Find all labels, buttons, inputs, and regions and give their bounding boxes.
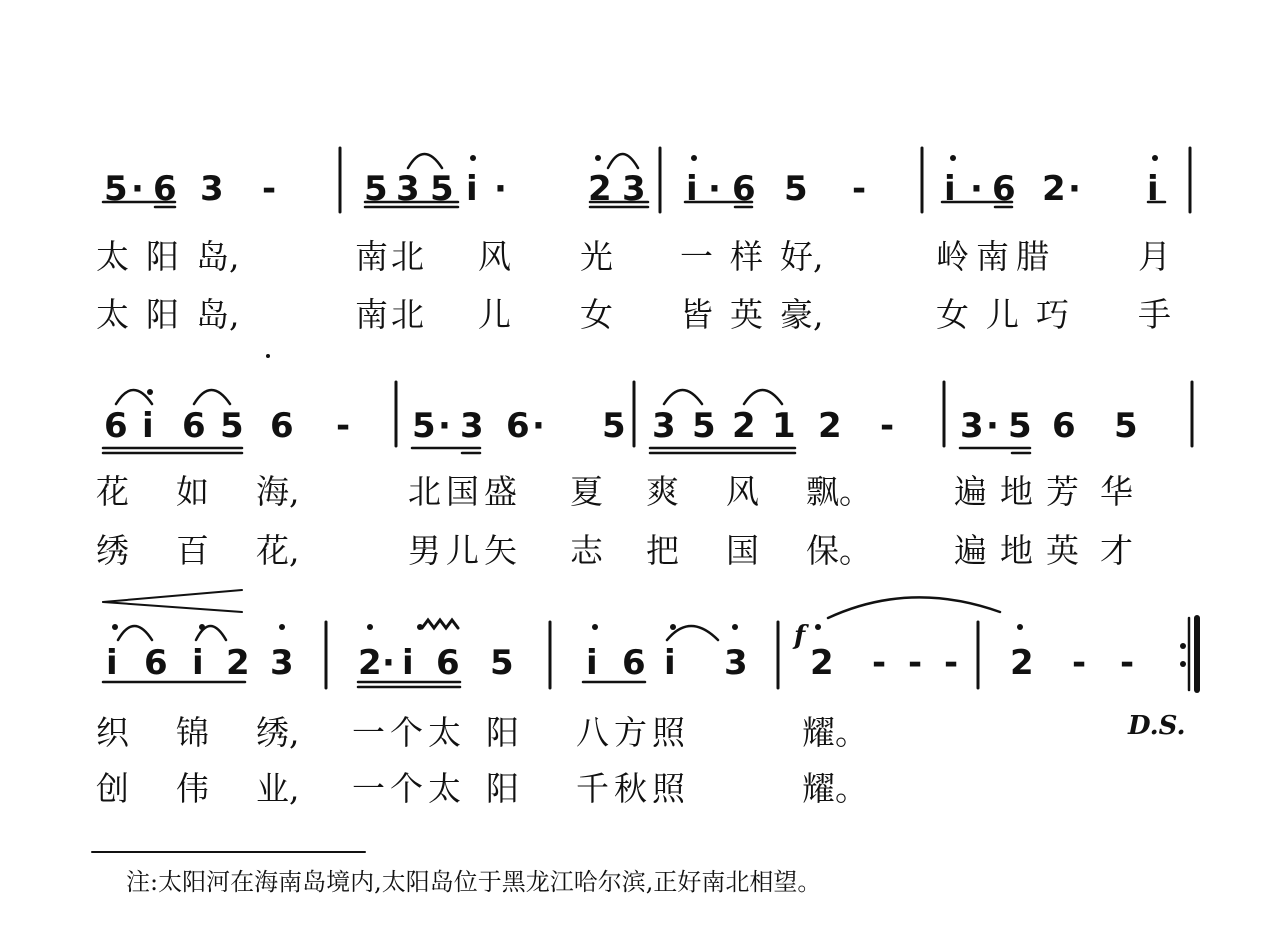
note: - bbox=[1072, 643, 1087, 683]
note: 1 bbox=[772, 406, 796, 446]
note: · bbox=[986, 406, 999, 446]
lyric: 把 bbox=[646, 531, 679, 570]
lyric: 腊 bbox=[1016, 237, 1049, 276]
lyric: 好, bbox=[780, 237, 824, 276]
lyric: 保。 bbox=[806, 531, 872, 570]
note: i bbox=[106, 643, 118, 683]
lyric: 创 bbox=[96, 769, 129, 808]
lyric: 地 bbox=[1000, 472, 1033, 511]
note: · bbox=[131, 169, 144, 209]
note: · bbox=[1068, 169, 1081, 209]
lyric: 海, bbox=[256, 472, 300, 511]
lyric: 百 bbox=[176, 531, 209, 570]
note: 5 bbox=[220, 406, 244, 446]
note: · bbox=[382, 643, 395, 683]
lyric: 巧 bbox=[1036, 295, 1069, 334]
lyric: 岛, bbox=[196, 295, 240, 334]
repeat-end-barline bbox=[1189, 618, 1197, 690]
note: i bbox=[466, 169, 478, 209]
note: 6 bbox=[436, 643, 460, 683]
notes-row-1 bbox=[104, 169, 1159, 209]
lyric: 绣 bbox=[96, 531, 129, 570]
lyric: 花, bbox=[256, 531, 300, 570]
lyric: 儿 bbox=[446, 531, 479, 570]
notes-row-3 bbox=[106, 643, 1134, 683]
note: 3 bbox=[652, 406, 676, 446]
lyric: 业, bbox=[256, 769, 300, 808]
lyric: 月 bbox=[1138, 237, 1171, 276]
lyric: 芳 bbox=[1046, 472, 1079, 511]
lyric: 阳 bbox=[146, 295, 179, 334]
lyric: 夏 bbox=[570, 472, 603, 511]
lyric: 绣, bbox=[256, 713, 300, 752]
note: i bbox=[1147, 169, 1159, 209]
lyric: 阳 bbox=[486, 713, 519, 752]
lyric: 锦 bbox=[176, 713, 209, 752]
note: 5 bbox=[364, 169, 388, 209]
lyric: 遍 bbox=[954, 531, 987, 570]
note: - bbox=[1120, 643, 1135, 683]
lyric: 一 bbox=[352, 769, 385, 808]
lyric: 男 bbox=[408, 531, 441, 570]
note: 5 bbox=[1008, 406, 1032, 446]
note: 5 bbox=[1114, 406, 1138, 446]
lyrics-row-3-verse-1 bbox=[96, 713, 868, 752]
lyric: 岭 bbox=[936, 237, 969, 276]
note: 6 bbox=[270, 406, 294, 446]
note: - bbox=[852, 169, 867, 209]
dal-segno-marking: D.S. bbox=[1128, 711, 1186, 741]
note: 2 bbox=[1010, 643, 1034, 683]
note: 5 bbox=[602, 406, 626, 446]
note: i bbox=[686, 169, 698, 209]
lyric: 太 bbox=[428, 769, 461, 808]
lyric: 南 bbox=[355, 237, 388, 276]
note: 6 bbox=[144, 643, 168, 683]
note: 3 bbox=[270, 643, 294, 683]
note: - bbox=[880, 406, 895, 446]
note: · bbox=[438, 406, 451, 446]
lyric: 女 bbox=[580, 295, 613, 334]
lyric: 千 bbox=[576, 769, 609, 808]
lyric: 才 bbox=[1100, 531, 1133, 570]
note: - bbox=[872, 643, 887, 683]
note: 6 bbox=[1052, 406, 1076, 446]
note: 6 bbox=[992, 169, 1016, 209]
slurs-row-1 bbox=[408, 154, 638, 168]
lyric: 北 bbox=[391, 295, 424, 334]
lyric: 盛 bbox=[484, 472, 517, 511]
lyric: 太 bbox=[428, 713, 461, 752]
lyrics-row-3-verse-2 bbox=[96, 769, 868, 808]
lyric: 阳 bbox=[146, 237, 179, 276]
lyric: 花 bbox=[96, 472, 129, 511]
lyrics-row-1-verse-1 bbox=[96, 237, 1171, 276]
lyric: 样 bbox=[730, 237, 763, 276]
lyric: 飘。 bbox=[806, 472, 872, 511]
lyric: 儿 bbox=[478, 295, 511, 334]
note: 2 bbox=[588, 169, 612, 209]
lyric: 风 bbox=[478, 237, 511, 276]
note: 3 bbox=[622, 169, 646, 209]
lyric: 志 bbox=[570, 531, 603, 570]
note: 6 bbox=[182, 406, 206, 446]
note: 2 bbox=[818, 406, 842, 446]
dynamic-marking: f bbox=[794, 621, 806, 651]
note: 6 bbox=[506, 406, 530, 446]
lyric: 北 bbox=[408, 472, 441, 511]
lyrics-row-1-verse-2 bbox=[96, 295, 1171, 334]
note: 3 bbox=[396, 169, 420, 209]
lyric: 南 bbox=[976, 237, 1009, 276]
lyric: 伟 bbox=[176, 769, 209, 808]
note: 5 bbox=[430, 169, 454, 209]
lyric: 女 bbox=[936, 295, 969, 334]
lyric: 太 bbox=[96, 295, 129, 334]
note: i bbox=[402, 643, 414, 683]
lyric: 遍 bbox=[954, 472, 987, 511]
note: i bbox=[944, 169, 956, 209]
slurs-row-2 bbox=[116, 390, 782, 404]
note: 2 bbox=[732, 406, 756, 446]
note: 6 bbox=[732, 169, 756, 209]
lyric: 国 bbox=[446, 472, 479, 511]
note: i bbox=[192, 643, 204, 683]
lyric: 如 bbox=[176, 472, 209, 511]
lyric: 岛, bbox=[196, 237, 240, 276]
lyric: 华 bbox=[1100, 472, 1133, 511]
underlines-row-2 bbox=[103, 448, 1030, 453]
lyric: 八 bbox=[576, 713, 609, 752]
lyric: 阳 bbox=[486, 769, 519, 808]
crescendo-hairpin bbox=[103, 590, 242, 612]
lyric: 一 bbox=[352, 713, 385, 752]
lyrics-row-2-verse-2 bbox=[96, 531, 1133, 570]
note: 3 bbox=[724, 643, 748, 683]
note: i bbox=[664, 643, 676, 683]
note: - bbox=[262, 169, 277, 209]
lyric: 个 bbox=[390, 713, 423, 752]
note: · bbox=[494, 169, 507, 209]
note: i bbox=[586, 643, 598, 683]
slurs-row-3 bbox=[118, 597, 1000, 640]
notes-row-2 bbox=[104, 406, 1138, 446]
lyric: 照 bbox=[652, 713, 685, 752]
note: 5 bbox=[784, 169, 808, 209]
note: 6 bbox=[622, 643, 646, 683]
note: 3 bbox=[460, 406, 484, 446]
lyric: 风 bbox=[726, 472, 759, 511]
lyric: 皆 bbox=[680, 295, 713, 334]
note: · bbox=[970, 169, 983, 209]
lyric: 豪, bbox=[780, 295, 824, 334]
mordent-mark bbox=[422, 620, 458, 628]
note: · bbox=[532, 406, 545, 446]
lyric: 太 bbox=[96, 237, 129, 276]
footnote: 注:太阳河在海南岛境内,太阳岛位于黑龙江哈尔滨,正好南北相望。 bbox=[126, 868, 822, 896]
lyric: 光 bbox=[580, 237, 613, 276]
note: 5 bbox=[692, 406, 716, 446]
note: 2 bbox=[226, 643, 250, 683]
lyric: 国 bbox=[726, 531, 759, 570]
lyrics-row-2-verse-1 bbox=[96, 472, 1133, 511]
lyric: 矢 bbox=[484, 531, 517, 570]
note: 5 bbox=[412, 406, 436, 446]
note: 5 bbox=[104, 169, 128, 209]
lyric: 织 bbox=[96, 713, 129, 752]
lyric: 耀。 bbox=[802, 769, 868, 808]
lyric: 秋 bbox=[614, 769, 647, 808]
note: 5 bbox=[490, 643, 514, 683]
note: - bbox=[336, 406, 351, 446]
lyric: 爽 bbox=[646, 472, 679, 511]
lyric: 方 bbox=[614, 713, 647, 752]
note: 3 bbox=[960, 406, 984, 446]
note: 6 bbox=[153, 169, 177, 209]
lyric: 照 bbox=[652, 769, 685, 808]
note: - bbox=[908, 643, 923, 683]
note: 2 bbox=[810, 643, 834, 683]
lyric: 儿 bbox=[986, 295, 1019, 334]
note: 2 bbox=[358, 643, 382, 683]
lyric: 耀。 bbox=[802, 713, 868, 752]
note: i bbox=[142, 406, 154, 446]
lyric: 英 bbox=[1046, 531, 1079, 570]
note: - bbox=[944, 643, 959, 683]
note: · bbox=[708, 169, 721, 209]
lyric: 北 bbox=[391, 237, 424, 276]
lyric: 一 bbox=[680, 237, 713, 276]
lyric: 地 bbox=[1000, 531, 1033, 570]
lyric: 英 bbox=[730, 295, 763, 334]
lyric: 手 bbox=[1138, 295, 1171, 334]
note: 6 bbox=[104, 406, 128, 446]
lyric: 个 bbox=[390, 769, 423, 808]
note: 2 bbox=[1042, 169, 1066, 209]
note: 3 bbox=[200, 169, 224, 209]
lyric: 南 bbox=[355, 295, 388, 334]
